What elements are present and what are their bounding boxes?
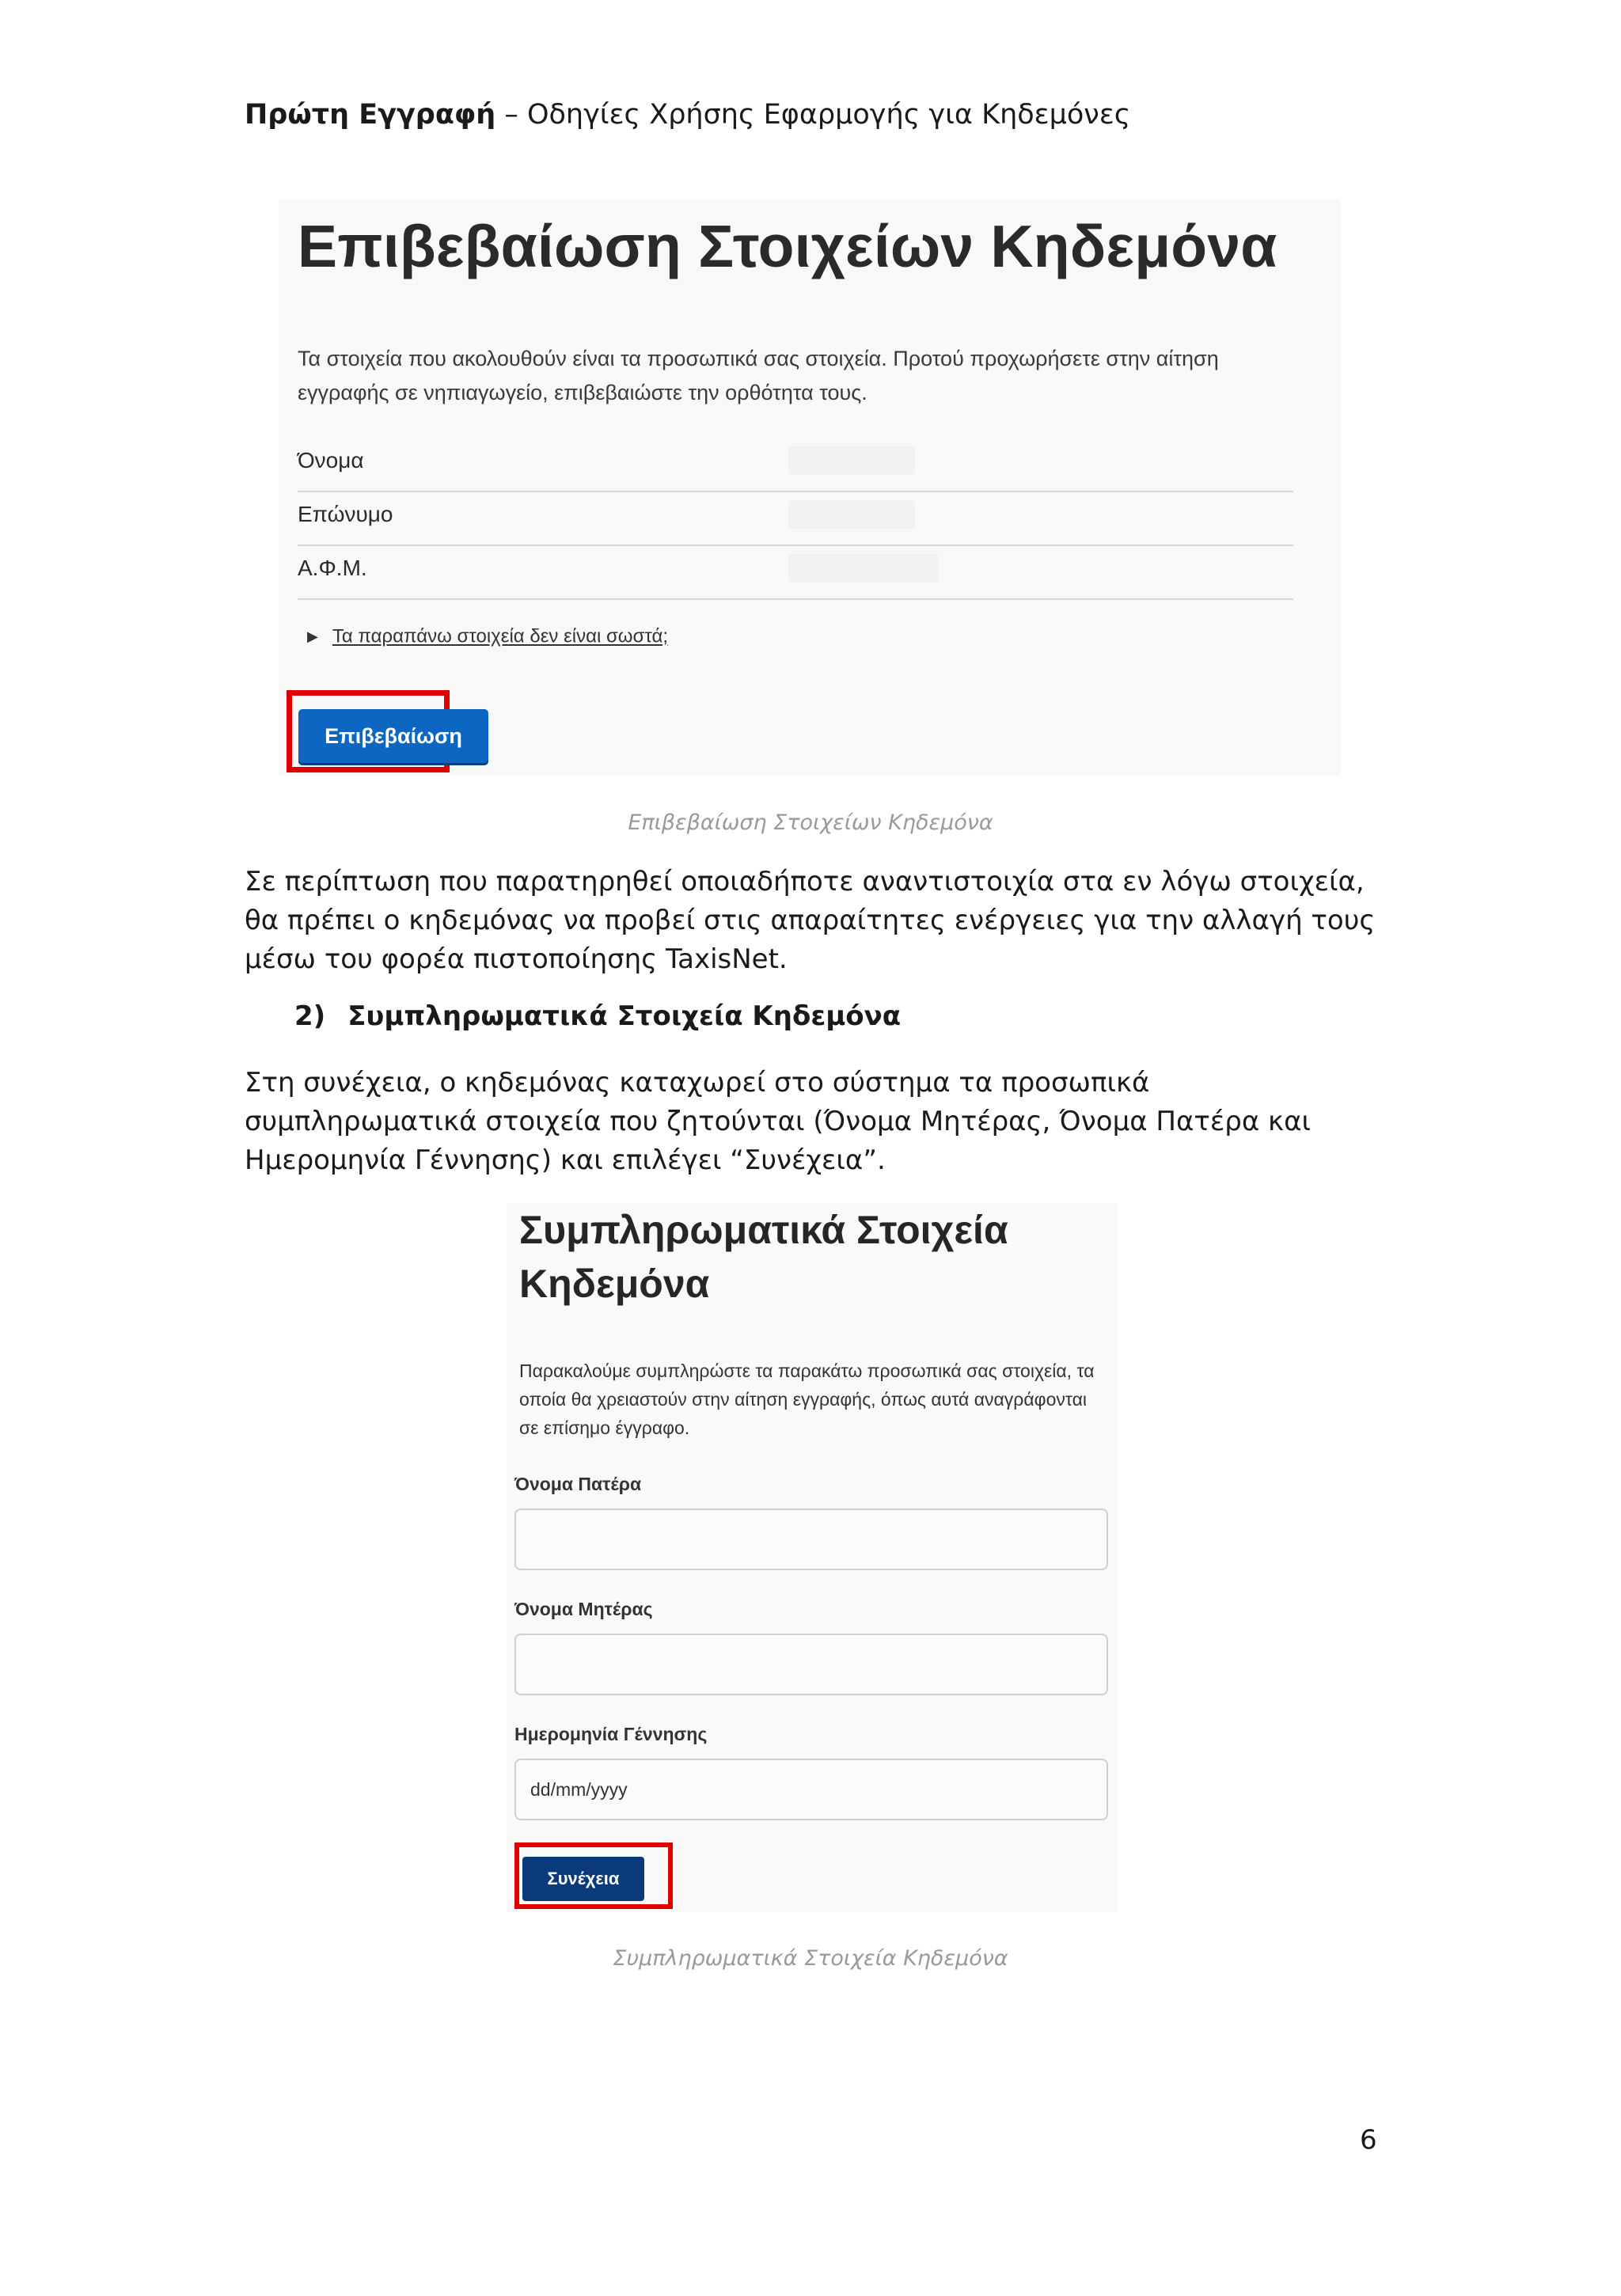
supplementary-details-screenshot [507,1203,1118,1912]
header-bold: Πρώτη Εγγραφή [245,99,496,131]
confirm-details-description: Τα στοιχεία που ακολουθούν είναι τα προσωπικά σας στοιχεία. Προτού προχωρήσετε στην αίτηση εγγραφής σε νηπιαγωγείο, επιβεβαιώστε την ορθότητα τους. [298,347,1219,404]
figure-caption-1: Επιβεβαίωση Στοιχείων Κηδεμόνα [628,810,993,835]
father-name-input[interactable] [514,1509,1108,1570]
incorrect-details-link[interactable]: Τα παραπάνω στοιχεία δεν είναι σωστά; [332,625,669,647]
section-title: Συμπληρωματικά Στοιχεία Κηδεμόνα [347,1000,902,1032]
row-afm [298,545,1293,600]
birthdate-label: Ημερομηνία Γέννησης [514,1724,708,1744]
mother-name-input[interactable] [514,1634,1108,1695]
section-heading [294,1000,901,1032]
page-number: 6 [1360,2124,1377,2156]
paragraph-2: Στη συνέχεια, ο κηδεμόνας καταχωρεί στο σύστημα τα προσωπικά συμπληρωματικά στοιχεία που ζητούνται (Όνομα Μητέρας, Όνομα Πατέρα και Ημερομηνία Γέννησης) και επιλέγει “Συνέχεια”. [245,1067,1312,1176]
redacted-value [788,446,915,475]
supplementary-description: Παρακαλούμε συμπληρώστε τα παρακάτω προσωπικά σας στοιχεία, τα οποία θα χρειαστούν στην αίτηση εγγραφής, όπως αυτά αναγράφονται σε επίσημο έγγραφο. [519,1361,1095,1438]
confirm-details-title: Επιβεβαίωση Στοιχείων Κηδεμόνα [298,213,1277,279]
redacted-value [788,554,939,583]
figure-caption-2: Συμπληρωματικά Στοιχεία Κηδεμόνα [613,1946,1008,1971]
row-label: Επώνυμο [298,502,393,526]
supplementary-title: Συμπληρωματικά Στοιχεία Κηδεμόνα [519,1208,1008,1306]
mother-name-label: Όνομα Μητέρας [514,1599,653,1619]
row-label: Α.Φ.Μ. [298,556,367,580]
incorrect-details-toggle[interactable] [307,625,668,648]
caret-right-icon: ▶ [307,628,318,645]
father-name-label: Όνομα Πατέρα [514,1474,642,1494]
confirm-details-screenshot [279,199,1341,776]
header-rest: – Οδηγίες Χρήσης Εφαρμογής για Κηδεμόνες [495,99,1131,131]
section-number: 2) [294,1000,326,1032]
row-label: Όνομα [298,448,364,472]
row-first-name [298,437,1293,492]
confirm-button[interactable]: Επιβεβαίωση [298,709,488,763]
paragraph-1: Σε περίπτωση που παρατηρηθεί οποιαδήποτε αναντιστοιχία στα εν λόγω στοιχεία, θα πρέπει ο κηδεμόνας να προβεί στις απαραίτητες ενέργειες για την αλλαγή τους μέσω του φορέα πιστοποίησης TaxisNet. [245,866,1376,975]
continue-button[interactable]: Συνέχεια [522,1857,644,1901]
redacted-value [788,500,915,529]
row-last-name [298,491,1293,546]
birthdate-input[interactable] [514,1759,1108,1820]
document-header [245,95,1130,135]
